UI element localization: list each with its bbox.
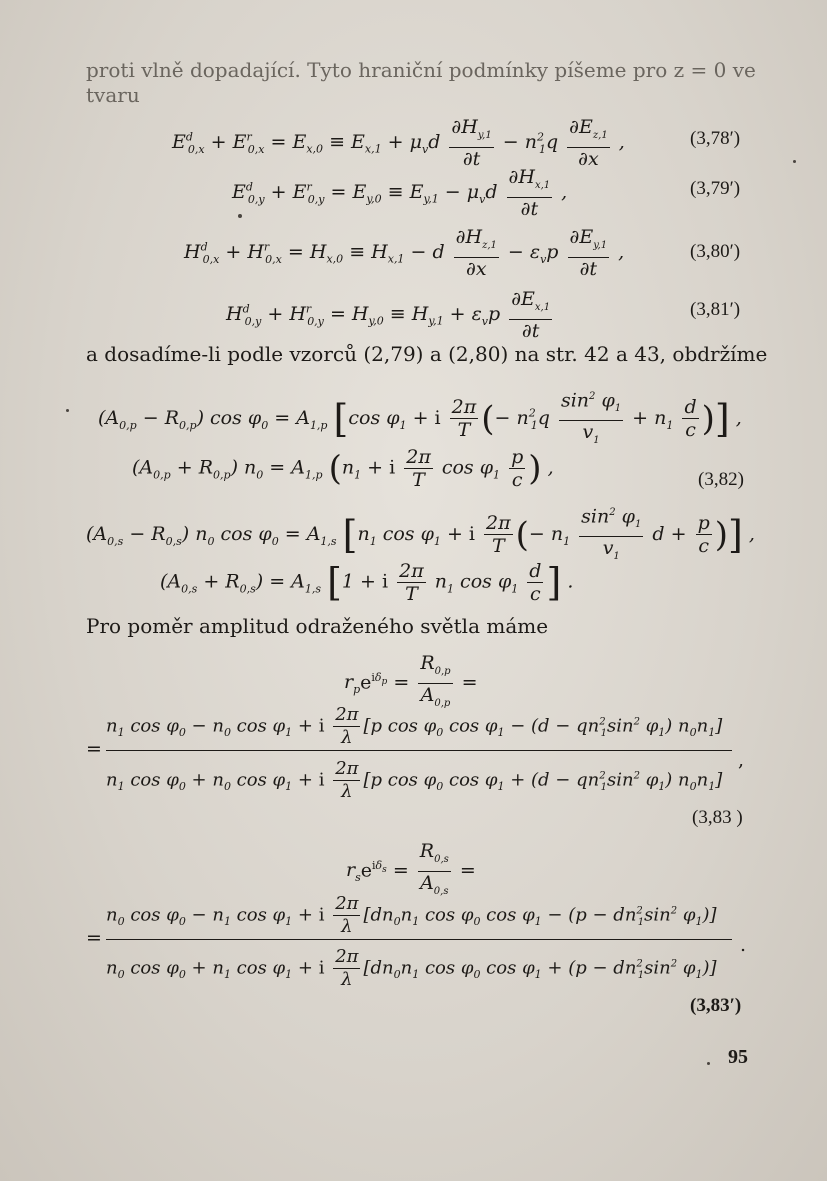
equation-rs-ratio: $r_se^{i\delta_s}$ = $\frac{R_{0,s}}{A_{0,s}}$ =	[346, 840, 476, 897]
sentence-substitution: a dosadíme-li podle vzorců (2,79) a (2,80) na str. 42 a 43, obdržíme	[86, 342, 768, 366]
comma: ,	[738, 749, 745, 771]
equation-3-82-c: $(A_{0,s} - R_{0,s})$ $n_0$ $\cos \varphi_0 = A_{1,s}$ [$n_1$ $\cos \varphi_1 + i$ $\frac{2\pi}{T}$ (− $n_1$ $\frac{\sin^2 \varphi_1}{v_1}$ d + $\frac{p}{c}$ )] ,	[86, 502, 755, 568]
fraction-bar	[106, 939, 732, 940]
equation-3-82-b: $(A_{0,p} + R_{0,p}) n_0 = A_{1,p}$ ($n_1 + i$ $\frac{2\pi}{T}$ $\cos \varphi_1$ $\frac{p}{c}$ ) ,	[132, 446, 554, 491]
equation-number: (3,83 )	[692, 807, 743, 828]
fraction-bar	[106, 750, 732, 751]
period: .	[740, 934, 747, 956]
equation-number: (3,79′)	[690, 178, 741, 199]
print-speck	[66, 409, 69, 412]
equation-3-81: $H^d_{0,y} + H^r_{0,y} = H_{y,0} \equiv H_{y,1} + \varepsilon_vp$ $\frac{\partial E_{x,1}}{\partial t}$	[226, 288, 551, 342]
print-speck	[238, 214, 242, 218]
equation-number: (3,80′)	[690, 241, 741, 262]
equation-3-82-d: $(A_{0,s} + R_{0,s}) = A_{1,s}$ [1 + i $\frac{2\pi}{T}$ $n_1$ $\cos \varphi_1$ $\frac{d}{c}$ ] .	[160, 560, 574, 605]
equation-3-78: $E^d_{0,x} + E^r_{0,x} = E_{x,0} \equiv E_{x,1} + \mu_vd$ $\frac{\partial H_{y,1}}{\partial t}$ − $n^2_1q$ $\frac{\partial E_{z,1}}{\partial x}$ ,	[172, 116, 625, 170]
equation-number: (3,83′)	[690, 995, 742, 1016]
equation-3-80: $H^d_{0,x} + H^r_{0,x} = H_{x,0} \equiv H_{x,1} - d$ $\frac{\partial H_{z,1}}{\partial x}$ − $\varepsilon_vp$ $\frac{\partial E_{y,1}}{\partial t}$ ,	[184, 226, 625, 280]
equation-3-79: $E^d_{0,y} + E^r_{0,y} = E_{y,0} \equiv E_{y,1} - \mu_vd$ $\frac{\partial H_{x,1}}{\partial t}$ ,	[232, 166, 568, 220]
equals-sign: =	[86, 738, 102, 760]
equation-rs-numerator: $n_0$ $\cos \varphi_0 - n_1$ $\cos \varphi_1 + i$ $\frac{2\pi}{\lambda}$ [$dn_0n_1$ $\cos \varphi_0$ $\cos \varphi_1 - (p - dn^2_1\sin^2$ $\varphi_1$)]	[106, 893, 717, 937]
intro-line-1: proti vlně dopadající. Tyto hraniční podmínky píšeme pro z = 0 ve	[86, 58, 756, 82]
sentence-amplitude-ratio: Pro poměr amplitud odraženého světla máme	[86, 614, 549, 638]
print-speck	[793, 160, 796, 163]
equation-rp-numerator: $n_1$ $\cos \varphi_0 - n_0$ $\cos \varphi_1 + i$ $\frac{2\pi}{\lambda}$ [p $\cos \varphi_0$ $\cos \varphi_1 - (d - qn^2_1\sin^2$ $\varphi_1$) $n_0n_1$]	[106, 704, 723, 748]
equation-number: (3,78′)	[690, 128, 741, 149]
print-speck	[707, 1062, 710, 1065]
equation-rp-denominator: $n_1$ $\cos \varphi_0 + n_0$ $\cos \varphi_1 + i$ $\frac{2\pi}{\lambda}$ [p $\cos \varphi_0$ $\cos \varphi_1 + (d - qn^2_1\sin^2$ $\varphi_1$) $n_0n_1$]	[106, 758, 723, 802]
equals-sign: =	[86, 927, 102, 949]
equation-number: (3,82)	[698, 469, 744, 490]
intro-line-2: tvaru	[86, 83, 140, 107]
equation-3-82-a: $(A_{0,p} - R_{0,p})$ $\cos \varphi_0 = A_{1,p}$ [cos $\varphi_1 + i$ $\frac{2\pi}{T}$ (− $n^2_1q$ $\frac{\sin^2 \varphi_1}{v_1}$ + $n_1$ $\frac{d}{c}$ )] ,	[98, 386, 742, 452]
page-number: 95	[728, 1046, 748, 1068]
equation-rs-denominator: $n_0$ $\cos \varphi_0 + n_1$ $\cos \varphi_1 + i$ $\frac{2\pi}{\lambda}$ [$dn_0n_1$ $\cos \varphi_0$ $\cos \varphi_1 + (p - dn^2_1\sin^2$ $\varphi_1$)]	[106, 946, 717, 990]
equation-rp-ratio: $r_pe^{i\delta_p}$ = $\frac{R_{0,p}}{A_{0,p}}$ =	[344, 652, 478, 709]
equation-number: (3,81′)	[690, 299, 741, 320]
